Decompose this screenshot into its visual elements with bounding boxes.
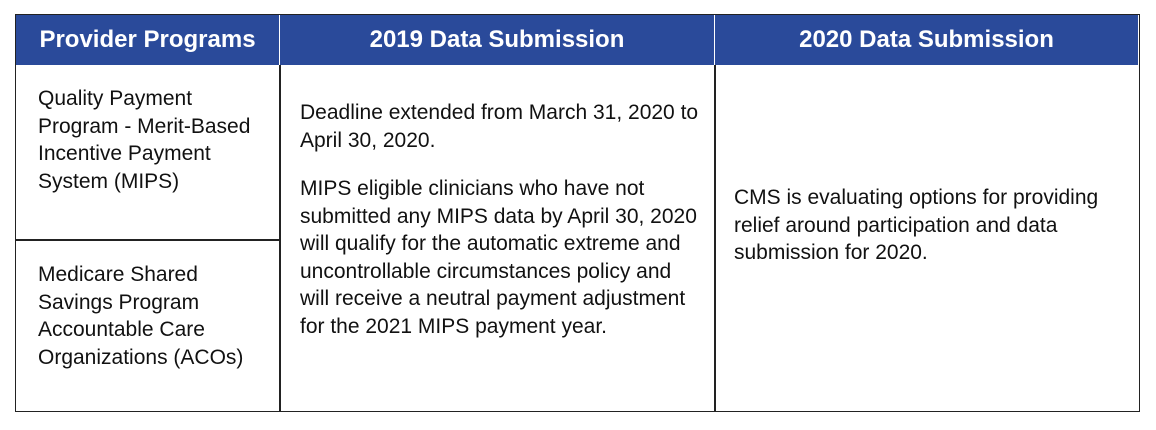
row-divider — [16, 239, 279, 241]
header-provider-programs: Provider Programs — [16, 15, 279, 65]
program-mips-cell: Quality Payment Program - Merit-Based Incentive Payment System (MIPS) — [38, 87, 251, 193]
header-2020-data-submission: 2020 Data Submission — [714, 15, 1138, 65]
column-divider-2 — [714, 65, 716, 411]
submission-2019-deadline-text: Deadline extended from March 31, 2020 to April 30, 2020. — [300, 101, 699, 152]
program-aco-cell: Medicare Shared Savings Program Accountable Care Organizations (ACOs) — [38, 263, 244, 369]
submission-2019-cell — [300, 99, 705, 340]
submission-2020-cell: CMS is evaluating options for providing relief around participation and data submission for 2020. — [734, 186, 1099, 264]
column-divider-1 — [279, 65, 281, 411]
data-submission-table — [15, 14, 1140, 412]
submission-2019-policy-text: MIPS eligible clinicians who have not submitted any MIPS data by April 30, 2020 will qualify for the automatic extreme and uncontrollable circumstances policy and will receive a neutral payment adjustment for the 2021 MIPS payment year. — [300, 177, 697, 338]
header-2019-data-submission: 2019 Data Submission — [279, 15, 714, 65]
